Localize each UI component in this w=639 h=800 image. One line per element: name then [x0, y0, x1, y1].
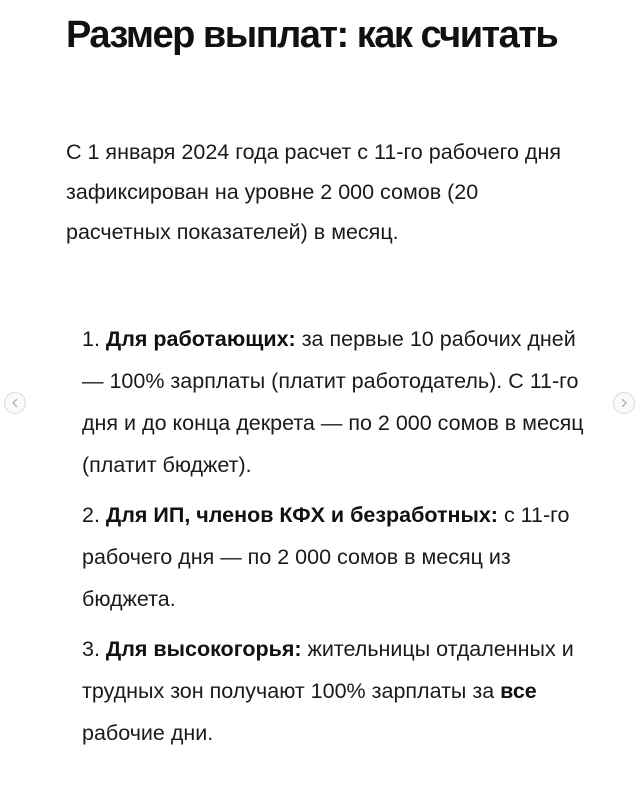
- list-item-workers: [82, 318, 592, 486]
- list-item-emphasis: все: [500, 679, 537, 703]
- intro-paragraph: С 1 января 2024 года расчет с 11-го рабочего дня зафиксирован на уровне 2 000 сомов (20 расчетных показателей) в месяц.: [66, 140, 561, 244]
- next-slide-button[interactable]: [613, 392, 635, 414]
- list-item-text: жительницы отдаленных и трудных зон получают 100% зарплаты за: [82, 637, 574, 703]
- previous-slide-button[interactable]: [4, 392, 26, 414]
- page-title: Размер выплат: как считать: [66, 14, 558, 56]
- list-number: 1.: [82, 327, 100, 351]
- list-item-text: за первые 10 рабочих дней — 100% зарплаты (платит работодатель). С 11-го дня и до конца декрета — по 2 000 сомов в месяц (платит бюджет).: [82, 327, 584, 477]
- chevron-right-icon: [619, 398, 629, 408]
- chevron-left-icon: [10, 398, 20, 408]
- list-item-heading: Для работающих:: [105, 327, 296, 351]
- list-item-text: с 11-го рабочего дня — по 2 000 сомов в месяц из бюджета.: [82, 503, 570, 611]
- list-number: 3.: [82, 637, 100, 661]
- list-item-entrepreneurs: [82, 494, 592, 620]
- payment-list: [82, 318, 592, 762]
- list-item-text-end: рабочие дни.: [82, 721, 214, 745]
- list-item-heading: Для ИП, членов КФХ и безработных:: [105, 503, 498, 527]
- list-item-heading: Для высокогорья:: [105, 637, 302, 661]
- list-number: 2.: [82, 503, 100, 527]
- list-item-highlands: [82, 628, 592, 754]
